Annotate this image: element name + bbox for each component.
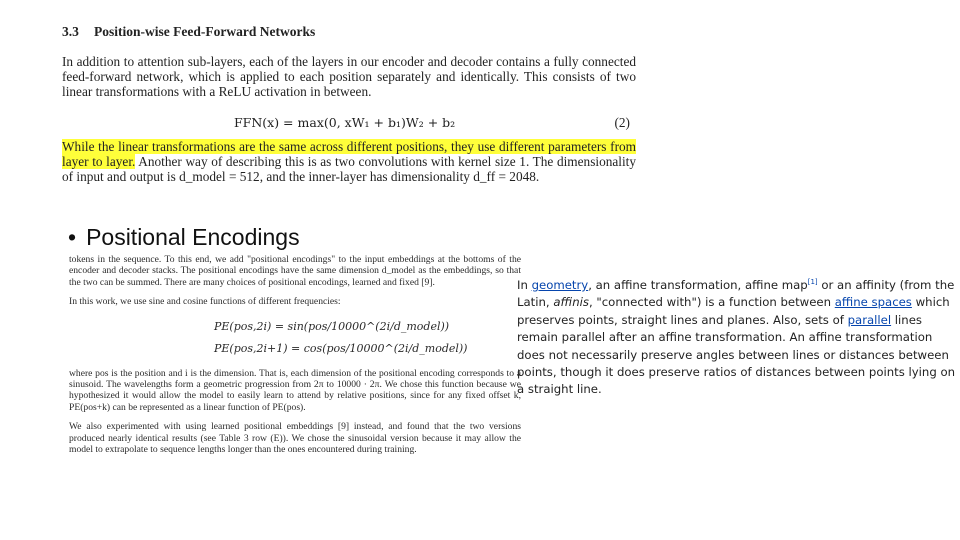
equation-row — [62, 109, 636, 139]
affine-text-2: , an affine transformation, affine map — [588, 277, 808, 292]
ffn-equation: FFN(x) = max(0, xW₁ + b₁)W₂ + b₂ — [234, 115, 456, 130]
bullet-text: Positional Encodings — [86, 224, 300, 250]
section-number: 3.3 — [62, 24, 79, 39]
section-title: Position-wise Feed-Forward Networks — [94, 24, 316, 39]
link-geometry[interactable]: geometry — [531, 277, 589, 292]
affinis-word: affinis — [553, 295, 589, 310]
pe-paragraph-3: where pos is the position and i is the dimension. That is, each dimension of the positional encoding corresponds to a sinusoid. The wavelengths form a geometric progression from 2π to 10000 · 2π. We chose this function because we hypothesized it would allow the model to easily learn to attend by relative positions, since for any fixed offset k, PE(pos+k) can be represented as a linear function of PE(pos). — [69, 367, 521, 413]
ffn-paragraph-2-rest: Another way of describing this is as two convolutions with kernel size 1. The dimensionality of input and output is d_model = 512, and the inner-layer has dimensionality d_ff = 2048. — [62, 154, 637, 184]
ffn-paragraph-2 — [62, 139, 636, 184]
paper-excerpt-positional-encoding — [69, 254, 521, 455]
reference-link[interactable]: [1] — [807, 278, 818, 286]
section-heading — [62, 24, 636, 40]
pe-cos-formula: PE(pos,2i+1) = cos(pos/10000^(2i/d_model)) — [214, 341, 468, 355]
pe-paragraph-2: In this work, we use sine and cosine functions of different frequencies: — [69, 296, 341, 308]
bullet-dot: • — [68, 224, 77, 250]
affine-transformation-text — [517, 274, 959, 399]
affine-text-4: , "connected with") is a function between — [588, 295, 835, 310]
pe-paragraph-4: We also experimented with using learned positional embeddings [9] instead, and found that the two versions produced nearly identical results (see Table 3 row (E)). We chose the sinusoidal version because it may allow the model to extrapolate to sequence lengths longer than the ones encountered during training. — [69, 421, 521, 456]
equation-number: (2) — [614, 115, 630, 130]
paper-excerpt-ffn — [62, 24, 636, 184]
link-parallel[interactable]: parallel — [847, 312, 892, 327]
affine-text-3: or an affinity (from the Latin, — [517, 277, 955, 310]
affine-text-6: lines remain parallel after an affine transformation. An affine transformation does not necessarily preserve angles between lines or distances between points, though it does preserve ratios of distances between points lying on a straight line. — [517, 312, 956, 397]
bullet-heading — [68, 224, 300, 251]
pe-sin-formula: PE(pos,2i) = sin(pos/10000^(2i/d_model)) — [214, 319, 450, 333]
link-affine-spaces[interactable]: affine spaces — [834, 295, 912, 310]
affine-text-5: which preserves points, straight lines and planes. Also, sets of — [517, 295, 950, 327]
ffn-paragraph-1: In addition to attention sub-layers, each of the layers in our encoder and decoder contains a fully connected feed-forward network, which is applied to each position separately and identically. This consists of two linear transformations with a ReLU activation in between. — [62, 54, 636, 99]
highlighted-sentence: While the linear transformations are the same across different positions, they use different parameters from layer to layer. — [62, 139, 636, 169]
affine-text-1: In — [517, 277, 532, 292]
pe-paragraph-1: tokens in the sequence. To this end, we add "positional encodings" to the input embeddings at the bottoms of the encoder and decoder stacks. The positional encodings have the same dimension d_model as the embeddings, so that the two can be summed. There are many choices of positional encodings, learned and fixed [9]. — [69, 254, 521, 288]
